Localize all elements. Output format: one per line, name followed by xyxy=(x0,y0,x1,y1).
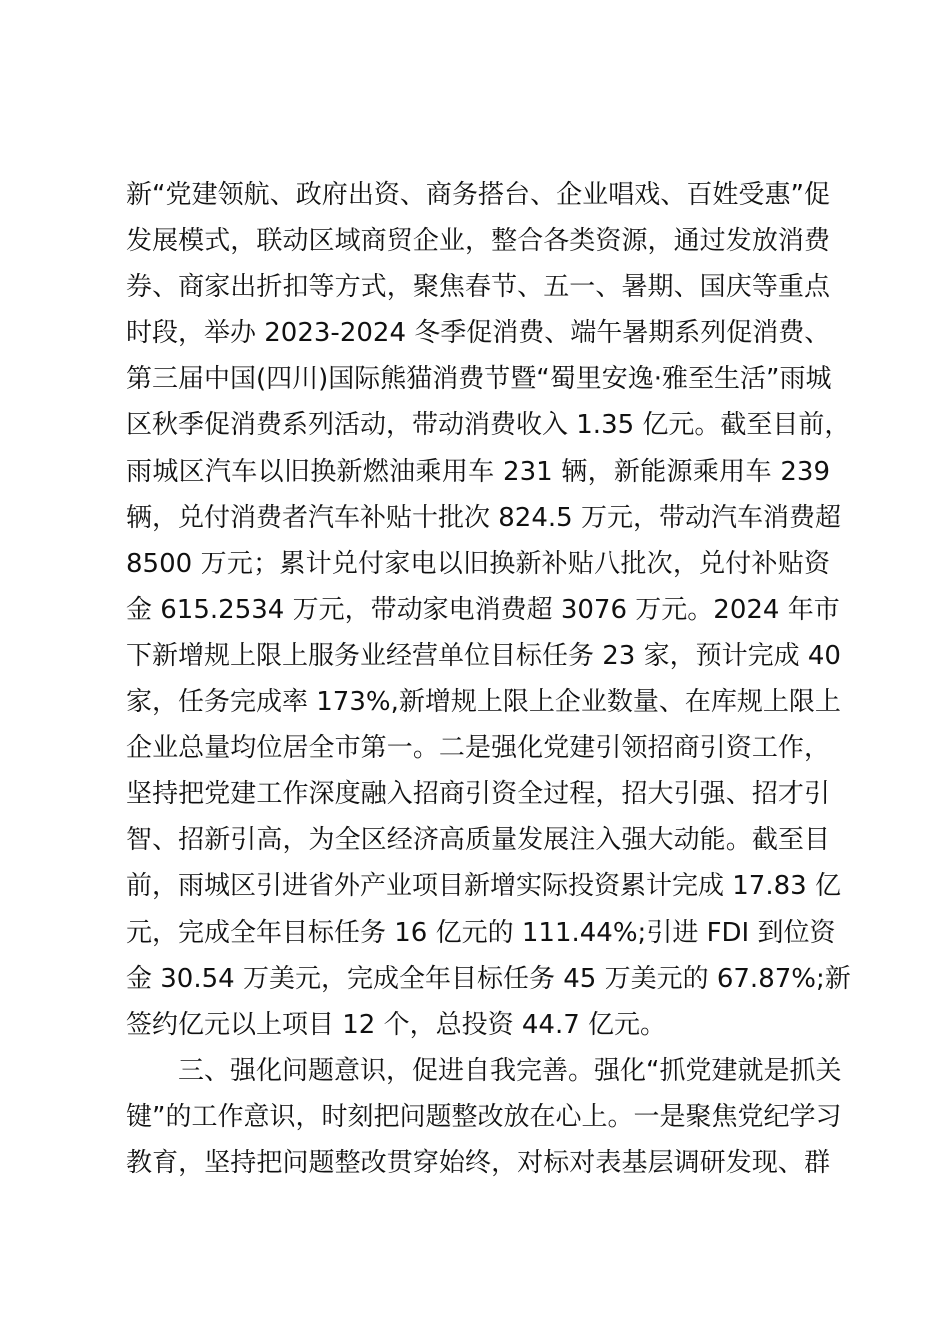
text-line: 键”的工作意识，时刻把问题整改放在心上。一是聚焦党纪学习 xyxy=(126,1101,842,1132)
text-line: 签约亿元以上项目 12 个，总投资 44.7 亿元。 xyxy=(126,1009,667,1040)
text-line: 企业总量均位居全市第一。二是强化党建引领招商引资工作， xyxy=(126,733,830,764)
text-line: 家，任务完成率 173%,新增规上限上企业数量、在库规上限上 xyxy=(126,687,841,718)
text-line: 坚持把党建工作深度融入招商引资全过程，招大引强、招才引 xyxy=(126,779,830,810)
text-line: 前，雨城区引进省外产业项目新增实际投资累计完成 17.83 亿 xyxy=(126,871,841,902)
text-line: 金 615.2534 万元，带动家电消费超 3076 万元。2024 年市 xyxy=(126,594,840,625)
text-line: 新“党建领航、政府出资、商务搭台、企业唱戏、百姓受惠”促 xyxy=(126,180,830,210)
text-line: 教育，坚持把问题整改贯穿始终，对标对表基层调研发现、群 xyxy=(126,1147,830,1178)
text-line: 智、招新引高，为全区经济高质量发展注入强大动能。截至目 xyxy=(126,825,830,856)
text-line: 8500 万元；累计兑付家电以旧换新补贴八批次，兑付补贴资 xyxy=(126,548,830,579)
text-line: 区秋季促消费系列活动，带动消费收入 1.35 亿元。截至目前， xyxy=(126,410,851,441)
section-heading-line: 三、强化问题意识，促进自我完善。强化“抓党建就是抓关 xyxy=(178,1055,842,1086)
text-line: 金 30.54 万美元，完成全年目标任务 45 万美元的 67.87%;新 xyxy=(126,963,851,994)
body-text xyxy=(126,172,851,1186)
text-line: 时段，举办 2023-2024 冬季促消费、端午暑期系列促消费、 xyxy=(126,318,831,349)
text-line: 券、商家出折扣等方式，聚焦春节、五一、暑期、国庆等重点 xyxy=(126,272,830,303)
text-line: 发展模式，联动区域商贸企业，整合各类资源，通过发放消费 xyxy=(126,226,830,257)
text-line: 辆，兑付消费者汽车补贴十批次 824.5 万元，带动汽车消费超 xyxy=(126,502,841,533)
text-line: 第三届中国(四川)国际熊猫消费节暨“蜀里安逸·雅至生活”雨城 xyxy=(126,364,832,395)
text-line: 雨城区汽车以旧换新燃油乘用车 231 辆，新能源乘用车 239 xyxy=(126,456,830,487)
text-line: 元，完成全年目标任务 16 亿元的 111.44%;引进 FDI 到位资 xyxy=(126,917,836,948)
text-line: 下新增规上限上服务业经营单位目标任务 23 家，预计完成 40 xyxy=(126,640,841,671)
